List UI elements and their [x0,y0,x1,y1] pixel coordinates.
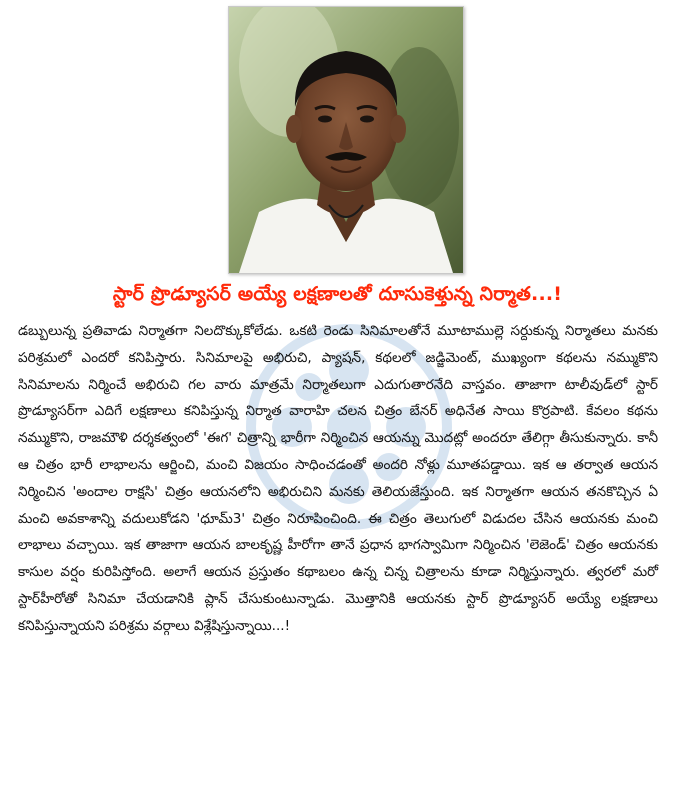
article-body [18,318,658,640]
headline: స్టార్ ప్రొడ్యూసర్ అయ్యే లక్షణాలతో దూసుకెళ్తున్న నిర్మాత...! [112,283,563,305]
article-paragraph: డబ్బులున్న ప్రతివాడు నిర్మాతగా నిలదొక్కుకోలేడు. ఒకటి రెండు సినిమాలతోనే మూటాముల్లె సర్దుకున్న నిర్మాతలు మనకు పరిశ్రమలో ఎందరో కనిపిస్తారు. సినిమాలపై అభిరుచి, ప్యాషన్, కథలలో జడ్జిమెంట్, ముఖ్యంగా కథలను నమ్ముకొని సినిమాలను నిర్మించే అభిరుచి గల వారు మాత్రమే నిర్మాతలుగా ఎదుగుతారనేది వాస్తవం. తాజాగా టాలీవుడ్‌లో స్టార్ ప్రొడ్యూసర్‌గా ఎదిగే లక్షణాలు కనిపిస్తున్న నిర్మాత వారాహి చలన చిత్రం బేనర్ అధినేత సాయి కొర్రపాటి. కేవలం కథను నమ్ముకొని, రాజమౌళి దర్శకత్వంలో 'ఈగ' చిత్రాన్ని భారీగా నిర్మించిన ఆయన్ను మొదట్లో అందరూ తేలిగ్గా తీసుకున్నారు. కానీ ఆ చిత్రం భారీ లాభాలను ఆర్జించి, మంచి విజయం సాధించడంతో అందరి నోళ్లు మూతపడ్డాయి. ఇక ఆ తర్వాత ఆయన నిర్మించిన 'అందాల రాక్షసి' చిత్రం ఆయనలోని అభిరుచిని మనకు తెలియజేస్తుంది. ఇక నిర్మాతగా ఆయన తనకొచ్చిన ఏ మంచి అవకాశాన్ని వదులుకోడని 'ధూమ్3' చిత్రం నిరూపించింది. ఈ చిత్రం తెలుగులో విడుదల చేసిన ఆయనకు మంచి లాభాలు వచ్చాయి. ఇక తాజాగా ఆయన బాలకృష్ణ హీరోగా తానే ప్రధాన భాగస్వామిగా నిర్మించిన 'లెజెండ్' చిత్రం ఆయనకు కాసుల వర్షం కురిపిస్తోంది. అలాగే ఆయన ప్రస్తుతం కథాబలం ఉన్న చిన్న చిత్రాలను కూడా నిర్మిస్తున్నారు. త్వరలో మరో స్టార్‌హీరోతో సినిమా చేయడానికి ప్లాన్ చేసుకుంటున్నాడు. మొత్తానికి ఆయనకు స్టార్ ప్రొడ్యూసర్ అయ్యే లక్షణాలు కనిపిస్తున్నాయని పరిశ్రమ వర్గాలు విశ్లేషిస్తున్నాయి...! [18,323,658,634]
portrait-illustration [229,7,463,273]
producer-photo [228,6,464,274]
